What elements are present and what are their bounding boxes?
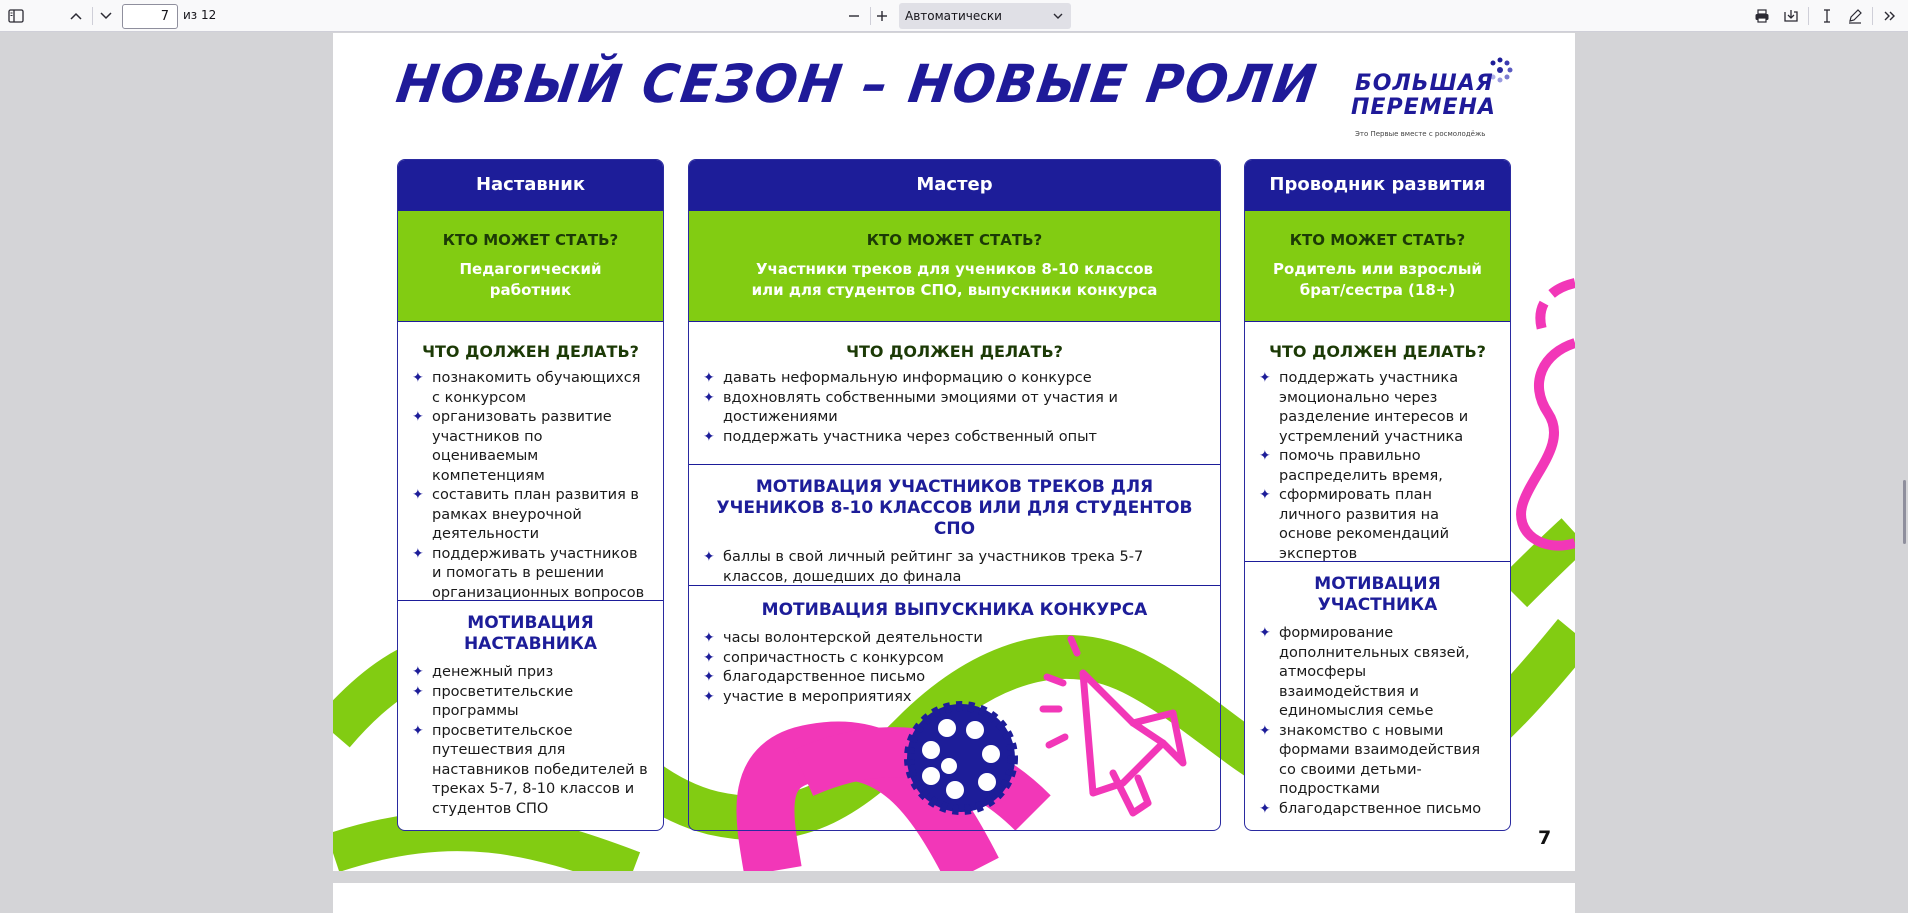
motivation-heading: МОТИВАЦИЯ УЧАСТНИКА <box>1314 574 1441 615</box>
zoom-select[interactable] <box>899 3 1071 29</box>
list-item: ✦ вдохновлять собственными эмоциями от участия и достижениями <box>703 389 1206 428</box>
vertical-scrollbar-thumb[interactable] <box>1903 480 1906 544</box>
save-icon[interactable] <box>1779 4 1803 28</box>
bolshaya-peremena-logo <box>1351 53 1531 153</box>
list-item: ✦ давать неформальную информацию о конкурсе <box>703 369 1206 389</box>
card-master-motivation-graduate <box>689 586 1220 707</box>
zoom-in-icon[interactable] <box>870 4 894 28</box>
pdf-toolbar <box>0 0 1908 32</box>
card-master-duties <box>689 322 1220 464</box>
card-guide-motivation <box>1245 562 1510 819</box>
zoom-select-value: Автоматически <box>905 9 1002 23</box>
page-title: НОВЫЙ СЕЗОН – НОВЫЕ РОЛИ <box>392 53 1322 115</box>
logo-text-line2: ПЕРЕМЕНА <box>1351 95 1496 120</box>
who-heading: КТО МОЖЕТ СТАТЬ? <box>866 231 1043 249</box>
list-item: ✦ поддержать участника эмоционально через разделение интересов и устремлений участника <box>1259 369 1496 447</box>
page-number-input[interactable]: 7 <box>122 4 178 29</box>
list-item: ✦ часы волонтерской деятельности <box>703 629 1206 649</box>
list-item: ✦ баллы в свой личный рейтинг за участников трека 5-7 классов, дошедших до финала <box>703 548 1206 587</box>
list-item: ✦ знакомство с новыми формами взаимодействия со своими детьми-подростками <box>1259 722 1496 800</box>
list-item: ✦ сформировать план личного развития на основе рекомендаций экспертов <box>1259 486 1496 564</box>
text-cursor-icon[interactable] <box>1815 4 1839 28</box>
card-master-who <box>689 210 1220 322</box>
logo-text-line1: БОЛЬШАЯ <box>1355 71 1494 96</box>
card-master <box>688 159 1221 831</box>
zoom-out-icon[interactable] <box>842 4 866 28</box>
page-count-label: из 12 <box>183 8 217 22</box>
card-guide <box>1244 159 1511 831</box>
card-guide-who <box>1245 210 1510 322</box>
list-item: ✦ организовать развитие участников по оцениваемым компетенциям <box>412 408 649 486</box>
card-mentor-who <box>398 210 663 322</box>
who-text: Педагогический работник <box>459 260 602 299</box>
who-heading: КТО МОЖЕТ СТАТЬ? <box>442 231 619 249</box>
list-item: ✦ благодарственное письмо <box>703 668 1206 688</box>
more-tools-icon[interactable] <box>1878 4 1902 28</box>
list-item: ✦ составить план развития в рамках внеурочной деятельности <box>412 486 649 545</box>
pdf-page <box>333 33 1575 871</box>
card-mentor <box>397 159 664 831</box>
duties-list <box>703 369 1206 447</box>
motivation-graduate-heading: МОТИВАЦИЯ ВЫПУСКНИКА КОНКУРСА <box>761 600 1148 620</box>
list-item: ✦ познакомить обучающихся с конкурсом <box>412 369 649 408</box>
duties-heading: ЧТО ДОЛЖЕН ДЕЛАТЬ? <box>422 342 639 361</box>
next-pdf-page <box>333 883 1575 913</box>
duties-heading: ЧТО ДОЛЖЕН ДЕЛАТЬ? <box>1269 342 1486 361</box>
list-item: ✦ помочь правильно распределить время, <box>1259 447 1496 486</box>
duties-list <box>412 369 649 603</box>
card-mentor-motivation <box>398 601 663 819</box>
list-item: ✦ участие в мероприятиях <box>703 688 1206 708</box>
who-text: Родитель или взрослый брат/сестра (18+) <box>1273 260 1482 299</box>
list-item: ✦ денежный приз <box>412 663 649 683</box>
card-master-motivation-tracks <box>689 465 1220 585</box>
print-icon[interactable] <box>1750 4 1774 28</box>
card-guide-duties <box>1245 322 1510 561</box>
list-item: ✦ просветительские программы <box>412 683 649 722</box>
duties-list <box>1259 369 1496 564</box>
list-item: ✦ поддерживать участников и помогать в решении организационных вопросов <box>412 545 649 604</box>
list-item: ✦ поддержать участника через собственный опыт <box>703 428 1206 448</box>
motivation-list <box>412 663 649 819</box>
motivation-tracks-heading: МОТИВАЦИЯ УЧАСТНИКОВ ТРЕКОВ ДЛЯ УЧЕНИКОВ 8-10 КЛАССОВ ИЛИ ДЛЯ СТУДЕНТОВ СПО <box>716 477 1193 539</box>
card-master-title: Мастер <box>689 160 1220 210</box>
duties-heading: ЧТО ДОЛЖЕН ДЕЛАТЬ? <box>846 342 1063 361</box>
list-item: ✦ благодарственное письмо <box>1259 800 1496 820</box>
motivation-graduate-list <box>703 629 1206 707</box>
toolbar-separator <box>1808 7 1809 25</box>
list-item: ✦ просветительское путешествия для наставников победителей в треках 5-7, 8-10 классов и студентов СПО <box>412 722 649 820</box>
list-item: ✦ формирование дополнительных связей, атмосферы взаимодействия и единомыслия семье <box>1259 624 1496 722</box>
motivation-list <box>1259 624 1496 819</box>
previous-page-icon[interactable] <box>64 4 88 28</box>
next-page-icon[interactable] <box>94 4 118 28</box>
draw-pencil-icon[interactable] <box>1843 4 1867 28</box>
motivation-heading: МОТИВАЦИЯ НАСТАВНИКА <box>463 613 598 654</box>
card-mentor-duties <box>398 322 663 600</box>
sidebar-toggle-icon[interactable] <box>4 4 28 28</box>
who-heading: КТО МОЖЕТ СТАТЬ? <box>1289 231 1466 249</box>
page-number: 7 <box>1538 827 1552 849</box>
card-mentor-title: Наставник <box>398 160 663 210</box>
card-guide-title: Проводник развития <box>1245 160 1510 210</box>
toolbar-separator <box>1872 7 1873 25</box>
chevron-down-icon <box>1053 3 1063 31</box>
list-item: ✦ сопричастность с конкурсом <box>703 649 1206 669</box>
who-text: Участники треков для учеников 8-10 классов или для студентов СПО, выпускники конкурса <box>751 260 1158 299</box>
motivation-tracks-list <box>703 548 1206 587</box>
toolbar-separator <box>92 7 93 25</box>
logo-subtitle: Это Первые вместе с росмолодёжь <box>1355 130 1486 138</box>
